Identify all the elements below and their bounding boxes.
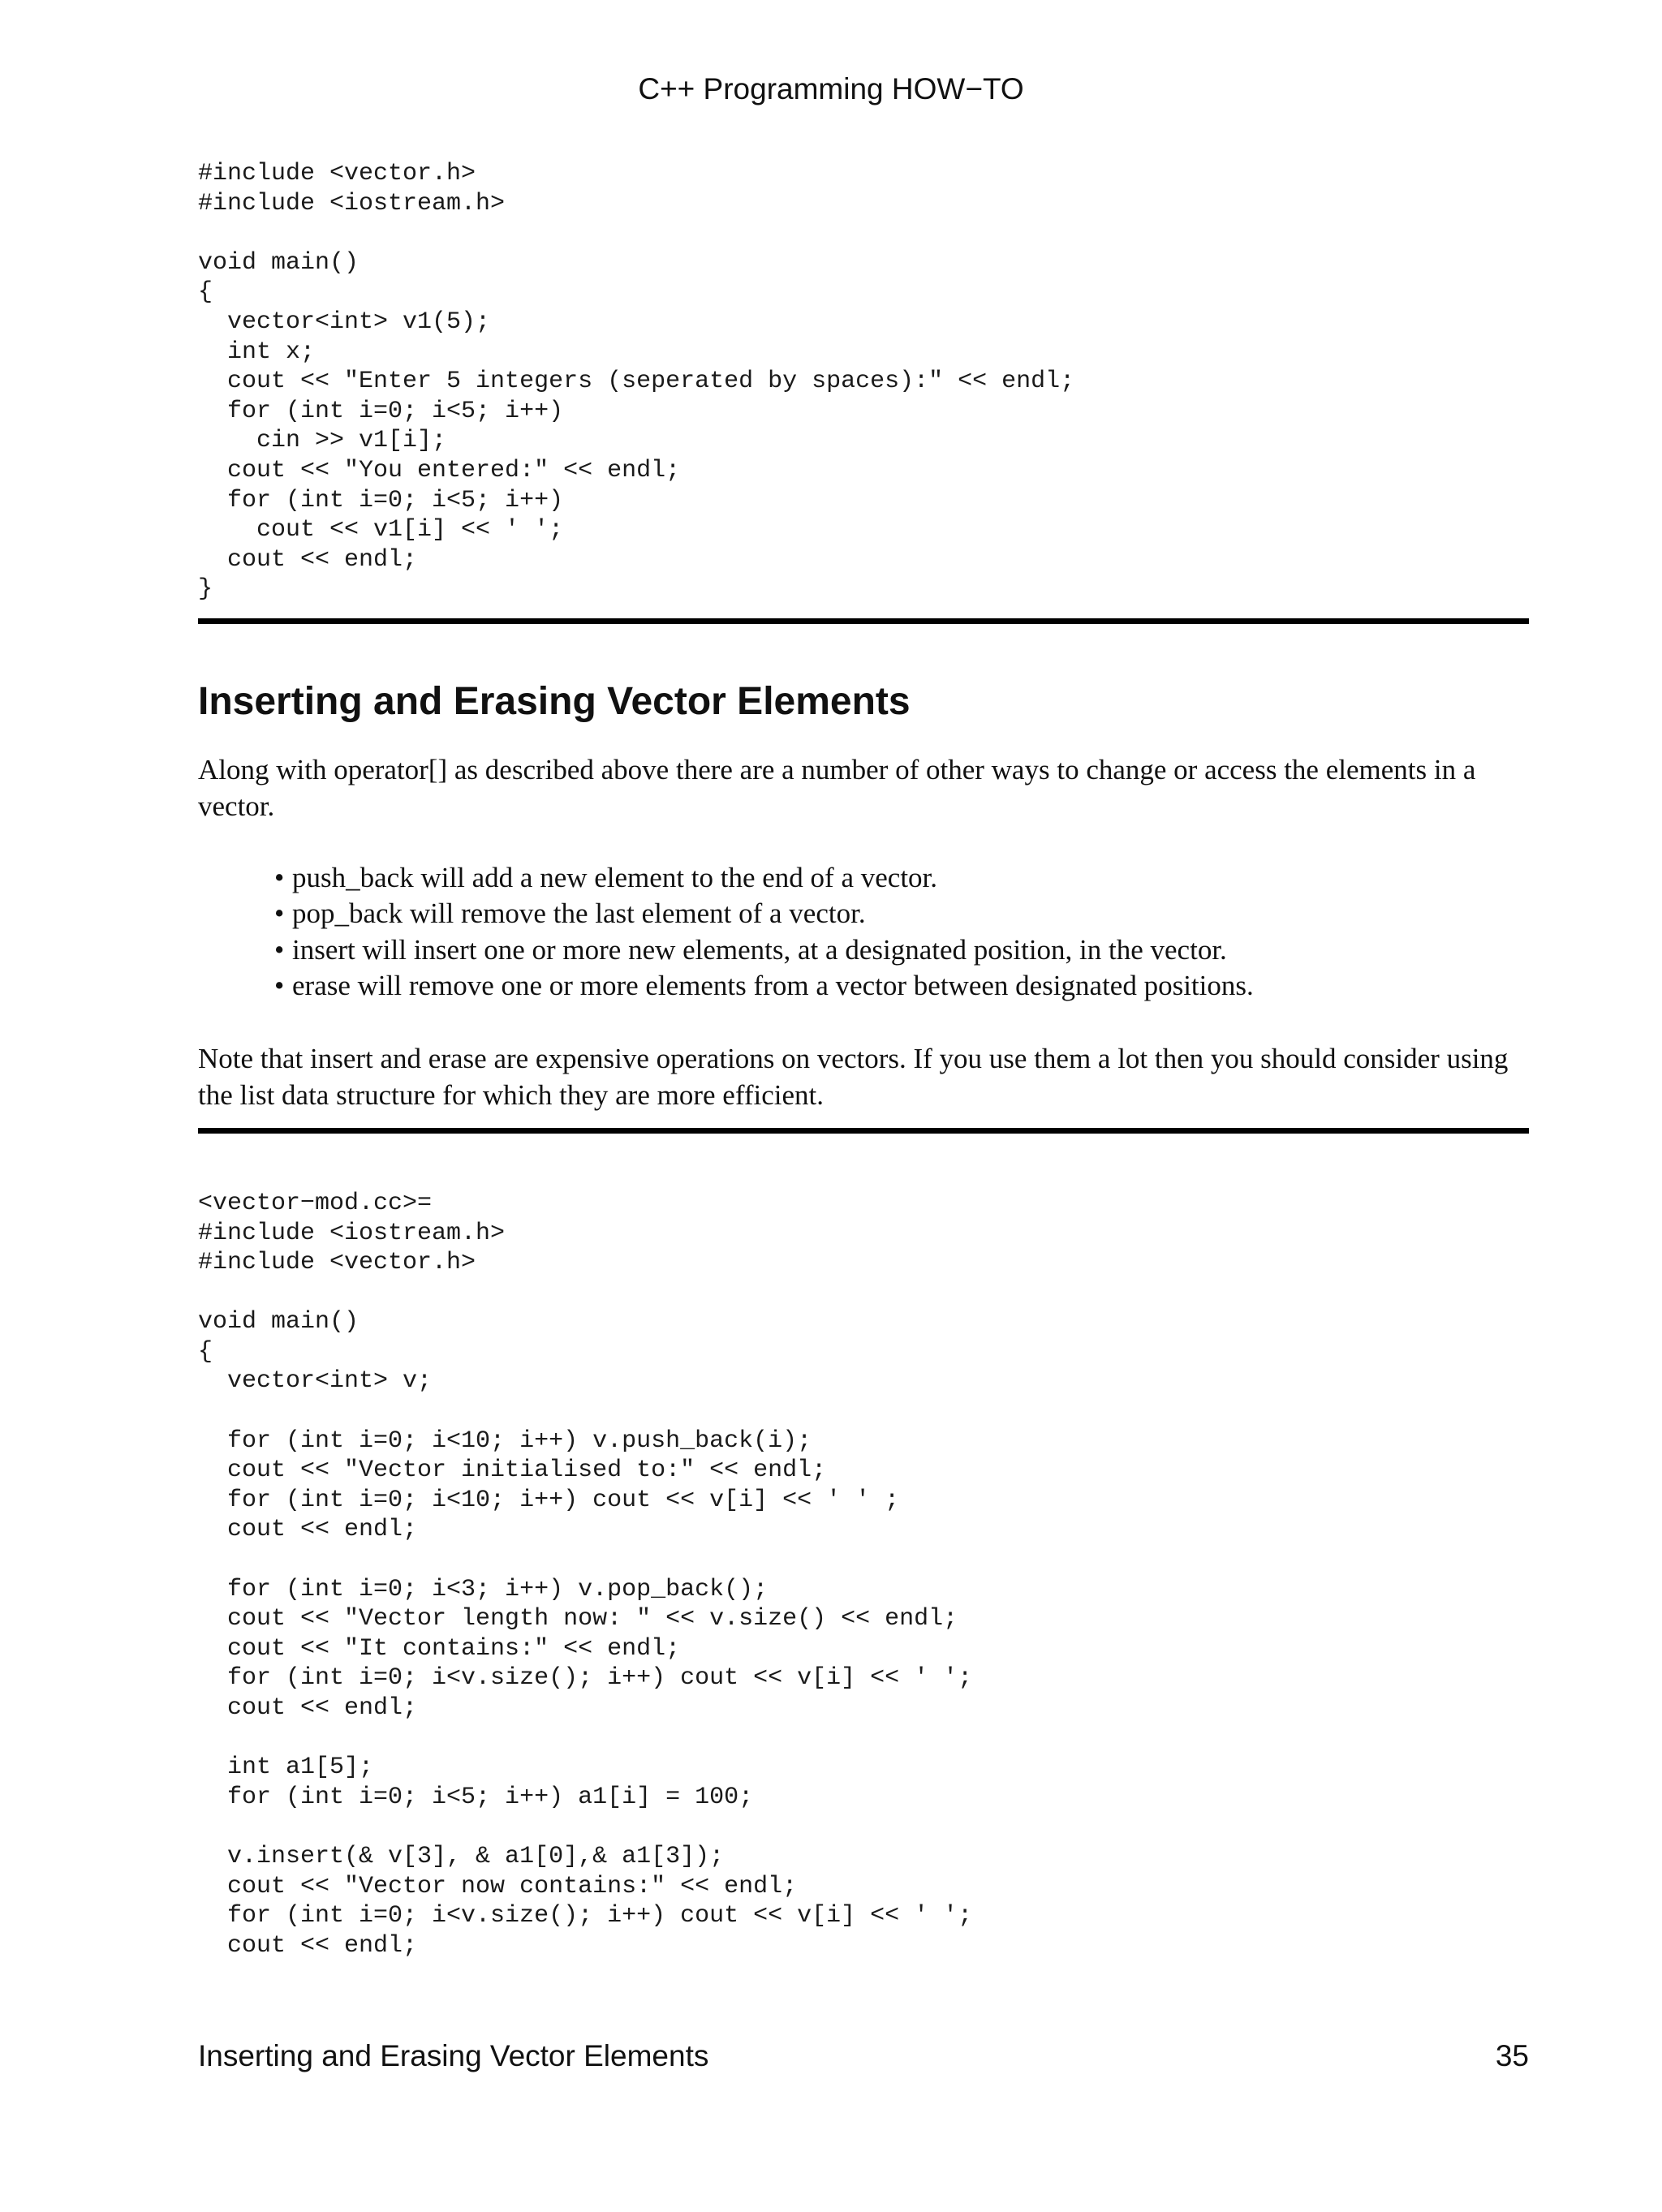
- bullet-icon: •: [274, 897, 285, 930]
- bullet-icon: •: [274, 970, 285, 1002]
- list-item: [274, 968, 1605, 1005]
- list-item: [274, 932, 1605, 969]
- page-content: [198, 159, 1529, 1960]
- list-item-text: erase will remove one or more elements from a vector between designated positions.: [292, 970, 1254, 1002]
- list-item: [274, 860, 1605, 897]
- intro-paragraph: Along with operator[] as described above there are a number of other ways to change or access the elements in a vector.: [198, 753, 1476, 822]
- bullet-list: [274, 860, 1605, 1005]
- footer-section-title: Inserting and Erasing Vector Elements: [198, 2039, 709, 2072]
- bullet-icon: •: [274, 933, 285, 966]
- list-item-text: pop_back will remove the last element of a vector.: [292, 897, 866, 930]
- list-item-text: insert will insert one or more new elements, at a designated position, in the vector.: [292, 933, 1227, 966]
- page-footer: [198, 2035, 1529, 2077]
- horizontal-rule: [198, 618, 1529, 624]
- horizontal-rule: [198, 1128, 1529, 1134]
- code-block-vector-mod: <vector−mod.cc>= #include <iostream.h> #include <vector.h> void main() { vector<int> v; for (int i=0; i<10; i++) v.push_back(i); cout << "Vector initialised to:" << endl; for (int i=0; i<10; i++) cout << v[i] << ' ' ; cout << endl; for (int i=0; i<3; i++) v.pop_back(); cout << "Vector length now: " << v.size() << endl; cout << "It contains:" << endl; for (int i=0; i<v.size(); i++) cout << v[i] << ' '; cout << endl; int a1[5]; for (int i=0; i<5; i++) a1[i] = 100; v.insert(& v[3], & a1[0],& a1[3]); cout << "Vector now contains:" << endl; for (int i=0; i<v.size(); i++) cout << v[i] << ' '; cout << endl;: [198, 1189, 973, 1960]
- list-item-text: push_back will add a new element to the end of a vector.: [292, 861, 938, 893]
- code-block-vector-input: #include <vector.h> #include <iostream.h> void main() { vector<int> v1(5); int x; cout << "Enter 5 integers (seperated by spaces):" << endl; for (int i=0; i<5; i++) cin >> v1[i]; cout << "You entered:" << endl; for (int i=0; i<5; i++) cout << v1[i] << ' '; cout << endl; }: [198, 160, 1075, 604]
- page-number: 35: [1495, 2039, 1529, 2072]
- bullet-icon: •: [274, 861, 285, 893]
- section-heading: Inserting and Erasing Vector Elements: [198, 679, 911, 723]
- page-header: C++ Programming HOW−TO: [638, 72, 1024, 105]
- list-item: [274, 896, 1605, 932]
- note-paragraph: Note that insert and erase are expensive operations on vectors. If you use them a lot then you should consider using the list data structure for which they are more efficient.: [198, 1042, 1509, 1111]
